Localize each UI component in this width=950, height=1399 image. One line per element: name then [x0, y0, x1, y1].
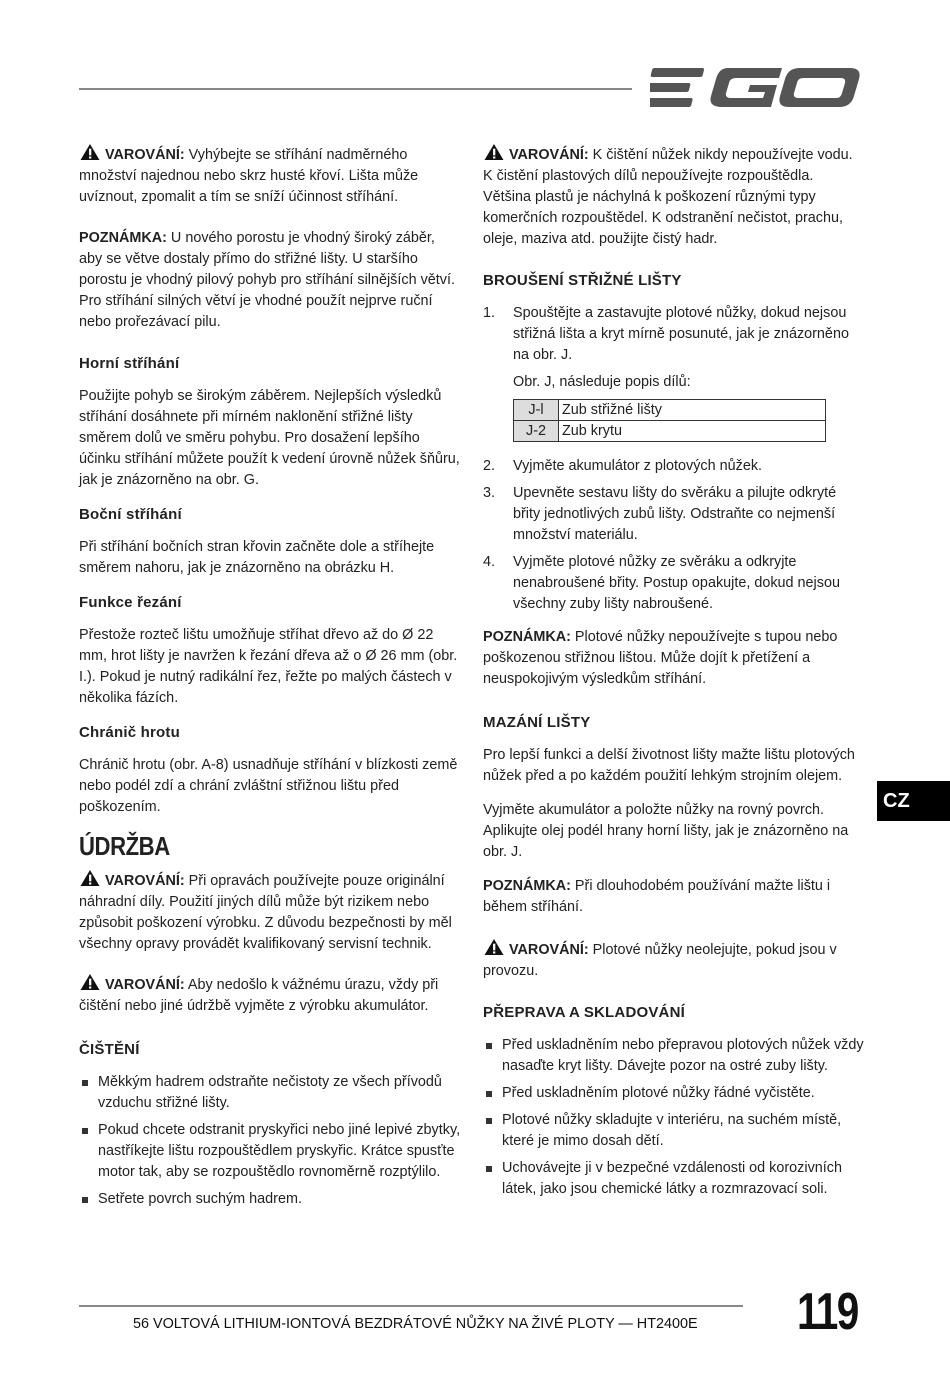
parts-table	[513, 399, 826, 442]
note-text: Plotové nůžky nepoužívejte s tupou nebo poškozenou střižnou lištou. Může dojít k přetížení a neuspokojivým výsledkům stříhání.	[483, 629, 838, 687]
heading-horni-strihani: Horní stříhání	[79, 355, 180, 372]
step-number: 2.	[483, 458, 496, 474]
warning-original-parts	[79, 869, 461, 955]
warning-label: VAROVÁNÍ:	[509, 942, 589, 958]
sharpening-steps-continued	[483, 456, 865, 615]
step-text: Spouštějte a zastavujte plotové nůžky, dokud nejsou střižná lišta a kryt mírně posunuté, jak je znázorněno na obr. J.	[513, 305, 849, 363]
list-item: Před uskladněním plotové nůžky řádné vyčistěte.	[483, 1083, 865, 1104]
warning-text: Vyhýbejte se stříhání nadměrného množství najednou nebo skrz husté křoví. Lišta může uvíznout, zpomalit a tím se sníží účinnost stříhání.	[79, 147, 419, 205]
note-text: Při dlouhodobém používání mažte lištu i během stříhání.	[483, 878, 831, 915]
footer-product-title: 56 VOLTOVÁ LITHIUM-IONTOVÁ BEZDRÁTOVÉ NŮŽKY NA ŽIVÉ PLOTY — HT2400E	[133, 1316, 698, 1332]
sharpening-steps	[483, 303, 865, 366]
list-item	[483, 552, 865, 615]
note-label: POZNÁMKA:	[79, 230, 167, 246]
part-key: J-l	[514, 400, 559, 421]
warning-label: VAROVÁNÍ:	[509, 147, 589, 163]
section-title-udrzba: ÚDRŽBA	[79, 831, 170, 861]
note-long-use	[483, 876, 865, 918]
step-text: Vyjměte plotové nůžky ze svěráku a odkryjte nenabroušené břity. Postup opakujte, dokud nejsou všechny zuby lišty nabroušené.	[513, 554, 840, 612]
paragraph-horni-strihani: Použijte pohyb se širokým záběrem. Nejlepších výsledků stříhání dosáhnete při mírném naklonění střižné lišty směrem dolů ve směru pohybu. Pro dosažení lepšího účinku stříhání můžete použít k vedení úrovně nůžek šňůru, jak je znázorněno na obr. G.	[79, 388, 460, 488]
language-tab: CZ	[877, 781, 950, 821]
cleaning-list	[79, 1072, 461, 1210]
warning-triangle-icon	[79, 973, 101, 991]
step-number: 1.	[483, 305, 496, 321]
heading-cisteni: ČIŠTĚNÍ	[79, 1041, 140, 1058]
warning-text: Při opravách používejte pouze originální náhradní díly. Použití jiných dílů může být rizikem nebo způsobit poškození výrobku. Z důvodu bezpečnosti by měl všechny opravy provádět kvalifikovaný servisní technik.	[79, 873, 452, 952]
step-text: Vyjměte akumulátor z plotových nůžek.	[513, 458, 763, 474]
note-label: POZNÁMKA:	[483, 878, 571, 894]
warning-text: Aby nedošlo k vážnému úrazu, vždy při čištění nebo jiné údržbě vyjměte z výrobku akumulátor.	[79, 977, 439, 1014]
warning-label: VAROVÁNÍ:	[105, 873, 185, 889]
ego-logo	[650, 62, 860, 114]
note-growth	[79, 228, 461, 333]
warning-no-oil-running	[483, 938, 865, 982]
table-row	[514, 421, 826, 442]
warning-triangle-icon	[79, 143, 101, 161]
part-label: Zub krytu	[559, 421, 826, 442]
note-blunt-bar	[483, 627, 865, 690]
header-rule	[79, 88, 632, 90]
warning-no-water	[483, 143, 865, 250]
warning-text: K čištění nůžek nikdy nepoužívejte vodu. K čistění plastových dílů nepoužívejte rozpouštědla. Většina plastů je náchylná k poškození různými typy komerčních rozpouštědel. K odstranění nečistot, prachu, oleje, maziva atd. použijte čistý hadr.	[483, 147, 853, 247]
list-item: Setřete povrch suchým hadrem.	[79, 1189, 461, 1210]
part-label: Zub střižné lišty	[559, 400, 826, 421]
heading-chranic-hrotu: Chránič hrotu	[79, 724, 180, 741]
warning-remove-battery	[79, 973, 461, 1017]
step-text: Upevněte sestavu lišty do svěráku a pilujte odkryté břity jednotlivých zubů lišty. Odstraňte co nejmenší množství materiálu.	[513, 485, 837, 543]
step-number: 3.	[483, 485, 496, 501]
step-number: 4.	[483, 554, 496, 570]
table-row	[514, 400, 826, 421]
parts-intro: Obr. J, následuje popis dílů:	[513, 374, 691, 390]
heading-brouseni: BROUŠENÍ STŘIŽNÉ LIŠTY	[483, 272, 682, 289]
list-item: Uchovávejte ji v bezpečné vzdálenosti od korozivních látek, jako jsou chemické látky a rozmrazovací soli.	[483, 1158, 865, 1200]
list-item: Plotové nůžky skladujte v interiéru, na suchém místě, které je mimo dosah dětí.	[483, 1110, 865, 1152]
paragraph-mazani-2: Vyjměte akumulátor a položte nůžky na rovný povrch. Aplikujte olej podél hrany horní lišty, jak je znázorněno na obr. J.	[483, 802, 849, 860]
storage-list	[483, 1035, 865, 1200]
warning-triangle-icon	[483, 143, 505, 161]
warning-triangle-icon	[79, 869, 101, 887]
warning-label: VAROVÁNÍ:	[105, 147, 185, 163]
list-item: Před uskladněním nebo přepravou plotových nůžek vždy nasaďte kryt lišty. Dávejte pozor na ostré zuby lišty.	[483, 1035, 865, 1077]
part-key: J-2	[514, 421, 559, 442]
list-item: Pokud chcete odstranit pryskyřici nebo jiné lepivé zbytky, nastříkejte lištu rozpouštědlem pryskyřic. Krátce spusťte motor tak, aby se rozpouštědlo rovnoměrně rozptýlilo.	[79, 1120, 461, 1183]
warning-overload	[79, 143, 461, 208]
note-label: POZNÁMKA:	[483, 629, 571, 645]
list-item: Měkkým hadrem odstraňte nečistoty ze všech přívodů vzduchu střižné lišty.	[79, 1072, 461, 1114]
heading-mazani: MAZÁNÍ LIŠTY	[483, 714, 591, 731]
heading-preprava: PŘEPRAVA A SKLADOVÁNÍ	[483, 1004, 685, 1021]
note-text: U nového porostu je vhodný široký záběr, aby se větve dostaly přímo do střižné lišty. U staršího porostu je vhodný pilový pohyb pro stříhání silnějších větví. Pro stříhání silných větví je vhodné použít nejprve ruční nebo prořezávací pilu.	[79, 230, 455, 330]
left-column	[79, 143, 461, 1220]
heading-bocni-strihani: Boční stříhání	[79, 506, 182, 523]
list-item	[483, 456, 865, 477]
list-item	[483, 303, 865, 366]
page-number: 119	[797, 1283, 858, 1341]
paragraph-chranic-hrotu: Chránič hrotu (obr. A-8) usnadňuje stříhání v blízkosti země nebo podél zdí a chrání zvláštní střižnou lištu před poškozením.	[79, 757, 458, 815]
warning-triangle-icon	[483, 938, 505, 956]
list-item	[483, 483, 865, 546]
footer-rule	[79, 1305, 743, 1307]
paragraph-mazani-1: Pro lepší funkci a delší životnost lišty mažte lištu plotových nůžek před a po každém použití lehkým strojním olejem.	[483, 747, 855, 784]
warning-text: Plotové nůžky neolejujte, pokud jsou v provozu.	[483, 942, 837, 979]
paragraph-funkce-rezani: Přestože rozteč lištu umožňuje stříhat dřevo až do Ø 22 mm, hrot lišty je navržen k řezání dřeva až o Ø 26 mm (obr. I.). Pokud je nutný radikální řez, řežte po malých částech v několika fázích.	[79, 627, 458, 706]
right-column	[483, 143, 865, 1210]
paragraph-bocni-strihani: Při stříhání bočních stran křovin začněte dole a stříhejte směrem nahoru, jak je znázorněno na obrázku H.	[79, 539, 435, 576]
warning-label: VAROVÁNÍ:	[105, 977, 185, 993]
heading-funkce-rezani: Funkce řezání	[79, 594, 182, 611]
